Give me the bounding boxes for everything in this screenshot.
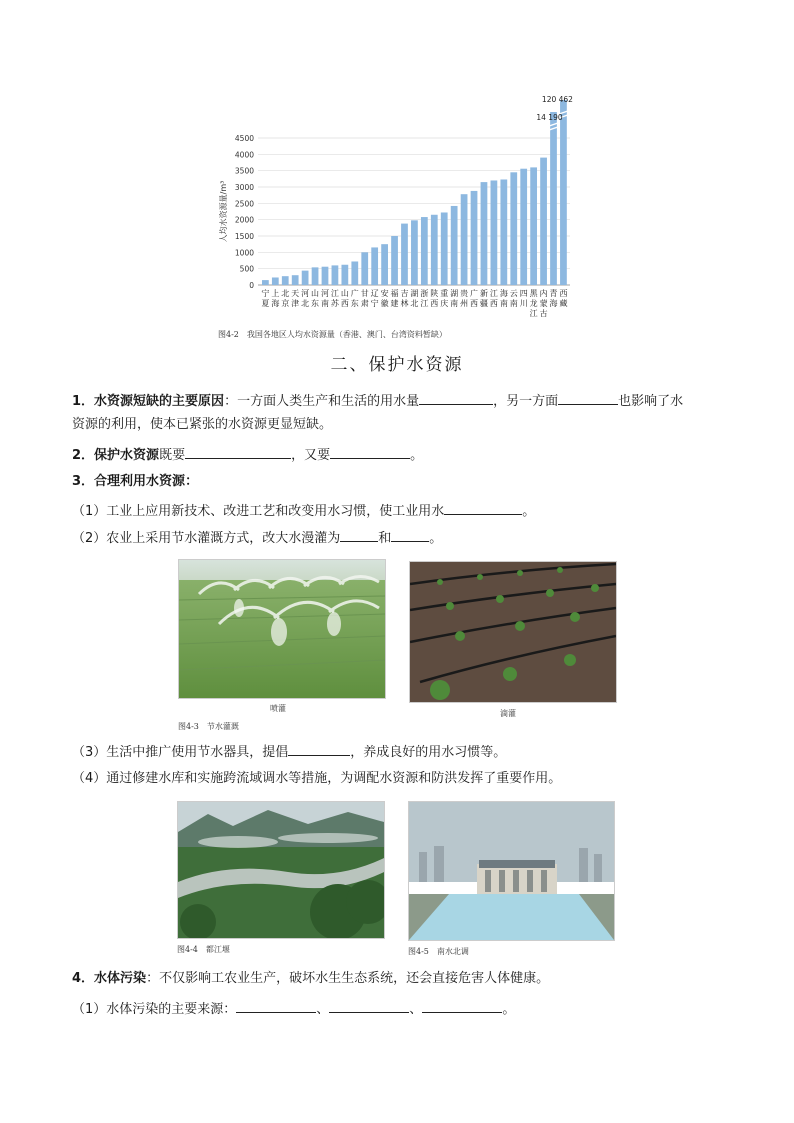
bar (441, 212, 448, 285)
q3-3-blank[interactable] (288, 741, 350, 756)
x-tick-label: 山 (340, 289, 349, 298)
q4-1-end: 。 (502, 1002, 516, 1017)
question-3 (72, 472, 198, 492)
x-tick-label: 东 (311, 299, 320, 308)
q3-number: 3． (72, 474, 95, 489)
q3-3-text-a: （3）生活中推广使用节水器具，提倡 (72, 745, 289, 760)
q4-1-blank-3[interactable] (422, 998, 502, 1013)
x-tick-label: 湖 (450, 289, 459, 298)
question-3-4: （4）通过修建水库和实施跨流域调水等措施，为调配水资源和防洪发挥了重要作用。 (72, 771, 562, 786)
y-tick-label: 4500 (234, 134, 254, 143)
q2-text-b: ，又要 (291, 448, 331, 463)
y-tick-label: 1500 (234, 232, 254, 241)
x-tick-label: 徽 (380, 299, 389, 308)
x-tick-label: 龙 (529, 299, 538, 308)
q1-text-b: ，另一方面 (493, 394, 559, 409)
figure-4-5-caption: 图4-5 南水北调 (408, 947, 469, 956)
q3-1-text-b: 。 (522, 504, 536, 519)
q1-number: 1． (72, 394, 95, 409)
x-tick-label: 肃 (360, 299, 369, 308)
bar (471, 191, 478, 285)
x-tick-label: 甘 (360, 289, 369, 298)
x-tick-label: 津 (291, 299, 300, 308)
q3-text-a: ： (185, 474, 199, 489)
x-tick-label: 京 (281, 299, 290, 308)
q1-text-a: ：一方面人类生产和生活的用水量 (224, 394, 420, 409)
x-tick-label: 黑 (529, 289, 538, 298)
south-north-image (409, 802, 614, 940)
sprinkler-label: 喷灌 (270, 704, 286, 713)
q3-2-blank-1[interactable] (340, 527, 378, 542)
x-tick-label: 宁 (261, 289, 270, 298)
bar (292, 275, 299, 285)
x-tick-label: 广 (470, 289, 479, 298)
x-tick-label: 州 (460, 299, 469, 308)
south-north-water-photo (408, 801, 615, 941)
q3-1-text-a: （1）工业上应用新技术、改进工艺和改变用水习惯，使工业用水 (72, 504, 445, 519)
bar (560, 100, 567, 285)
x-tick-label: 新 (479, 289, 488, 298)
bar (421, 217, 428, 285)
q2-text-a: 既要 (159, 448, 186, 463)
q2-text-c: 。 (410, 448, 424, 463)
data-label: 120 462 (541, 95, 573, 104)
x-tick-label: 江 (489, 289, 498, 298)
q3-3-text-b: ，养成良好的用水习惯等。 (350, 745, 507, 760)
x-tick-label: 福 (390, 289, 399, 298)
q4-1-blank-2[interactable] (329, 998, 409, 1013)
dujiangyan-photo (177, 801, 385, 939)
x-tick-label: 湖 (410, 289, 419, 298)
x-tick-label: 云 (509, 289, 518, 298)
q1-title: 水资源短缺的主要原因 (94, 394, 225, 409)
figure-4-4-caption: 图4-4 都江堰 (177, 945, 230, 954)
q3-2-text-a: （2）农业上采用节水灌溉方式，改大水漫灌为 (72, 531, 341, 546)
x-tick-label: 吉 (400, 289, 409, 298)
q2-blank-2[interactable] (330, 444, 410, 459)
bar (411, 220, 418, 285)
question-3-2 (72, 527, 442, 549)
x-tick-label: 南 (509, 299, 518, 308)
x-tick-label: 南 (499, 299, 508, 308)
x-tick-label: 东 (350, 299, 359, 308)
q1-blank-1[interactable] (419, 390, 493, 405)
bar (481, 182, 488, 285)
y-tick-label: 2000 (234, 215, 254, 225)
q4-text-a: ：不仅影响工农业生产，破坏水生生态系统，还会直接危害人体健康。 (146, 971, 550, 986)
bar (530, 167, 537, 285)
question-3-3 (72, 741, 506, 763)
x-tick-label: 海 (499, 289, 508, 298)
x-tick-label: 南 (320, 299, 329, 308)
x-tick-label: 西 (340, 299, 349, 308)
sprinkler-image (179, 560, 385, 698)
bar (491, 180, 498, 285)
x-tick-label: 四 (519, 289, 528, 298)
drip-irrigation-photo (409, 561, 617, 703)
x-tick-label: 藏 (559, 299, 568, 308)
q4-1-sep-1: 、 (316, 1002, 330, 1017)
question-1 (72, 390, 683, 412)
x-tick-label: 海 (549, 299, 558, 308)
x-tick-label: 天 (291, 289, 300, 298)
y-tick-label: 3000 (234, 183, 254, 192)
x-tick-label: 北 (281, 289, 290, 298)
x-tick-label: 青 (549, 289, 558, 298)
x-tick-label: 南 (450, 299, 459, 308)
x-tick-label: 陕 (430, 289, 439, 298)
q1-blank-2[interactable] (558, 390, 618, 405)
bar (272, 277, 279, 285)
y-tick-label: 1000 (234, 248, 254, 258)
y-tick-label: 0 (249, 281, 254, 290)
bar (520, 169, 527, 285)
dujiangyan-image (178, 802, 384, 938)
q3-2-text-c: 。 (429, 531, 443, 546)
x-tick-label: 川 (519, 299, 528, 308)
bar (451, 206, 458, 285)
q4-number: 4． (72, 971, 95, 986)
q3-2-blank-2[interactable] (391, 527, 429, 542)
x-tick-label: 北 (410, 299, 419, 308)
y-tick-label: 4000 (234, 150, 254, 160)
bar (431, 215, 438, 285)
q4-1-sep-2: 、 (409, 1002, 423, 1017)
q2-number: 2． (72, 448, 95, 463)
bar (461, 194, 468, 285)
q4-title: 水体污染 (94, 971, 147, 986)
x-tick-label: 浙 (420, 289, 429, 298)
x-tick-label: 西 (559, 289, 568, 298)
x-tick-label: 宁 (370, 299, 379, 308)
section-title: 二、保护水资源 (330, 355, 464, 375)
x-tick-label: 林 (400, 299, 409, 308)
x-tick-label: 建 (390, 299, 399, 308)
bar (312, 267, 319, 285)
bar (322, 267, 329, 285)
bar (500, 179, 507, 285)
x-tick-label: 江 (420, 299, 429, 308)
q3-2-text-b: 和 (378, 531, 392, 546)
x-tick-label: 贵 (460, 289, 469, 298)
q2-blank-1[interactable] (185, 444, 291, 459)
y-tick-label: 2500 (234, 199, 254, 209)
bar (391, 236, 398, 285)
question-1-cont: 资源的利用，使本已紧张的水资源更显短缺。 (72, 417, 333, 432)
x-tick-label: 安 (380, 289, 389, 298)
x-tick-label: 北 (301, 299, 310, 308)
x-tick-label: 庆 (440, 299, 449, 308)
bar (361, 252, 368, 285)
x-tick-label: 山 (311, 289, 320, 298)
y-tick-label: 500 (239, 264, 254, 274)
bar (351, 261, 358, 285)
x-tick-label: 蒙 (539, 299, 548, 308)
x-tick-label: 古 (539, 309, 548, 318)
question-4 (72, 969, 549, 989)
y-tick-label: 3500 (234, 166, 254, 176)
bar (262, 280, 269, 285)
x-tick-label: 疆 (479, 299, 488, 308)
y-axis-label: 人均水资源量/m³ (219, 180, 228, 243)
x-tick-label: 河 (320, 289, 329, 298)
x-tick-label: 西 (489, 299, 498, 308)
figure-4-3-caption: 图4-3 节水灌溉 (178, 722, 239, 731)
bar (401, 224, 408, 285)
q2-title: 保护水资源 (94, 448, 160, 463)
bar (510, 172, 517, 285)
bar (341, 265, 348, 285)
x-tick-label: 重 (440, 289, 449, 298)
bar (371, 247, 378, 285)
bar-chart-svg (218, 92, 578, 327)
question-3-1 (72, 500, 535, 522)
x-tick-label: 辽 (370, 289, 379, 298)
q4-1-text-a: （1）水体污染的主要来源： (72, 1002, 237, 1017)
bar (540, 158, 547, 285)
q3-title: 合理利用水资源 (94, 474, 186, 489)
bar (332, 265, 339, 285)
x-tick-label: 海 (271, 299, 280, 308)
x-tick-label: 江 (529, 309, 538, 318)
bar (550, 112, 557, 285)
sprinkler-irrigation-photo (178, 559, 386, 699)
drip-label: 滴灌 (500, 709, 516, 718)
x-tick-label: 苏 (330, 299, 339, 308)
bar (381, 244, 388, 285)
bar (282, 276, 289, 285)
x-tick-label: 河 (301, 289, 310, 298)
bar (302, 271, 309, 285)
q4-1-blank-1[interactable] (236, 998, 316, 1013)
x-tick-label: 上 (271, 289, 280, 298)
x-tick-label: 西 (470, 299, 479, 308)
drip-image (410, 562, 616, 702)
q1-text-c: 也影响了水 (618, 394, 684, 409)
x-tick-label: 夏 (261, 299, 270, 308)
water-resource-chart (218, 92, 578, 327)
x-tick-label: 广 (350, 289, 359, 298)
x-tick-label: 西 (430, 299, 439, 308)
x-tick-label: 内 (539, 289, 548, 298)
figure-caption: 图4-2 我国各地区人均水资源量（香港、澳门、台湾资料暂缺） (218, 330, 447, 339)
data-label: 14 190 (536, 113, 563, 122)
question-2 (72, 444, 423, 466)
x-tick-label: 江 (330, 289, 339, 298)
q3-1-blank[interactable] (444, 500, 522, 515)
question-4-1 (72, 998, 515, 1020)
